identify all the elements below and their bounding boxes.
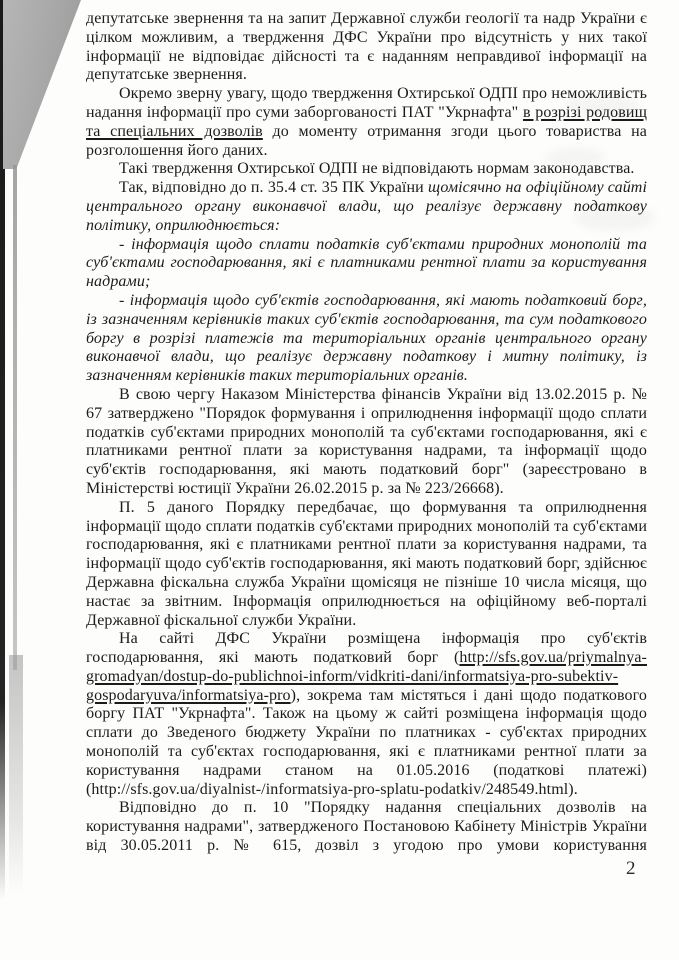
underlined-phrase: в розрізі родовищ та спеціальних дозволів: [86, 103, 647, 140]
paragraph-text: депутатське звернення та на запит Державної служби геології та надр України є цілком можливим, а твердження ДФС України про відсутність у них такої інформації не відповідає дійсності та є наданням неправдивої інформації на депутатське звернення.: [86, 10, 647, 84]
paragraph-list-item: [86, 292, 647, 386]
paragraph: [86, 799, 647, 855]
paragraph-list-item: [86, 236, 647, 292]
paragraph-text: На сайті ДФС України розміщена інформація про суб'єктів господарювання, які мають податковий борг (: [86, 630, 647, 667]
paragraph: [86, 499, 647, 631]
paragraph: [86, 386, 647, 499]
scan-corner-fold: [3, 0, 81, 176]
italic-clause: щомісячно на офіційному сайті центрального органу виконавчої влади, що реалізує державну податкову політику, оприлюднюється:: [86, 179, 647, 234]
url-link-text: http://sfs.gov.ua/priymalnya-gromadyan/dostup-do-publichnoi-inform/vidkriti-dani/informatsiya-pro-subektiv-gospodaryuva/informatsiya-pro: [86, 649, 647, 704]
paragraph: [86, 630, 647, 799]
page-number: 2: [626, 858, 636, 879]
page-content: [86, 10, 647, 856]
paragraph-text: ), зокрема там містяться і дані щодо податкового боргу ПАТ "Укрнафта". Також на цьому ж сайті розміщена інформація щодо сплати до Зведеного бюджету України по платниках - суб'єктах природних монополій та суб'єктах господарювання, які є платниками рентної плати за користування надрами станом на 01.05.2016 (податкові платежі) (http://sfs.gov.ua/diyalnist-/informatsiya-pro-splatu-podatkiv/248549.html).: [86, 686, 647, 798]
scan-edge-strip: [9, 655, 23, 895]
scan-edge-line: [13, 165, 17, 670]
paragraph: [86, 85, 647, 160]
paragraph-text: Такі твердження Охтирської ОДПІ не відповідають нормам законодавства.: [119, 160, 635, 178]
paragraph-text: П. 5 даного Порядку передбачає, що формування та оприлюднення інформації щодо сплати податків суб'єктами природних монополій та суб'єктами господарювання, які є платниками рентної плати за користування надрами, та інформації щодо суб'єктів господарювання, які мають податковий борг, здійснює Державна фіскальна служба України щомісяця не пізніше 10 числа місяця, що настає за звітним. Інформація оприлюднюється на офіційному веб-порталі Державної фіскальної служби України.: [86, 498, 647, 629]
paragraph-text: - інформація щодо сплати податків суб'єктами природних монополій та суб'єктами господарювання, які є платниками рентної плати за користування надрами;: [86, 235, 647, 291]
paragraph-text: - інформація щодо суб'єктів господарювання, які мають податковий борг, із зазначенням керівників таких суб'єктів господарювання, та сум податкового боргу в розрізі платежів та територіальних органів центрального органу виконавчої влади, що реалізує державну податкову і митну політику, із зазначенням керівників таких територіальних органів.: [86, 291, 647, 385]
paragraph: [86, 160, 647, 179]
paragraph-text: В свою чергу Наказом Міністерства фінансів України від 13.02.2015 р. № 67 затверджено "Порядок формування і оприлюднення інформації щодо сплати податків суб'єктами природних монополій та суб'єктами господарювання, які є платниками рентної плати за користування надрами, та інформації щодо суб'єктів господарювання, які мають податковий борг" (зареєстровано в Міністерстві юстиції України 26.02.2015 р. за № 223/26668).: [86, 385, 647, 497]
paragraph-text: до моменту отримання згоди цього товариства на розголошення його даних.: [86, 122, 647, 159]
paragraph-text: Окремо зверну увагу, щодо твердження Охтирської ОДПІ про неможливість надання інформації про суми заборгованості ПАТ "Укрнафта": [86, 85, 647, 121]
paragraph-text: Відповідно до п. 10 "Порядку надання спеціальних дозволів на користування надрами", затвердженого Постановою Кабінету Міністрів України від 30.05.2011 р. № 615, дозвіл з угодою про умови користування: [86, 799, 647, 855]
paragraph: [86, 10, 647, 85]
paragraph-text: Так, відповідно до п. 35.4 ст. 35 ПК України: [119, 179, 428, 197]
paragraph: [86, 179, 647, 235]
